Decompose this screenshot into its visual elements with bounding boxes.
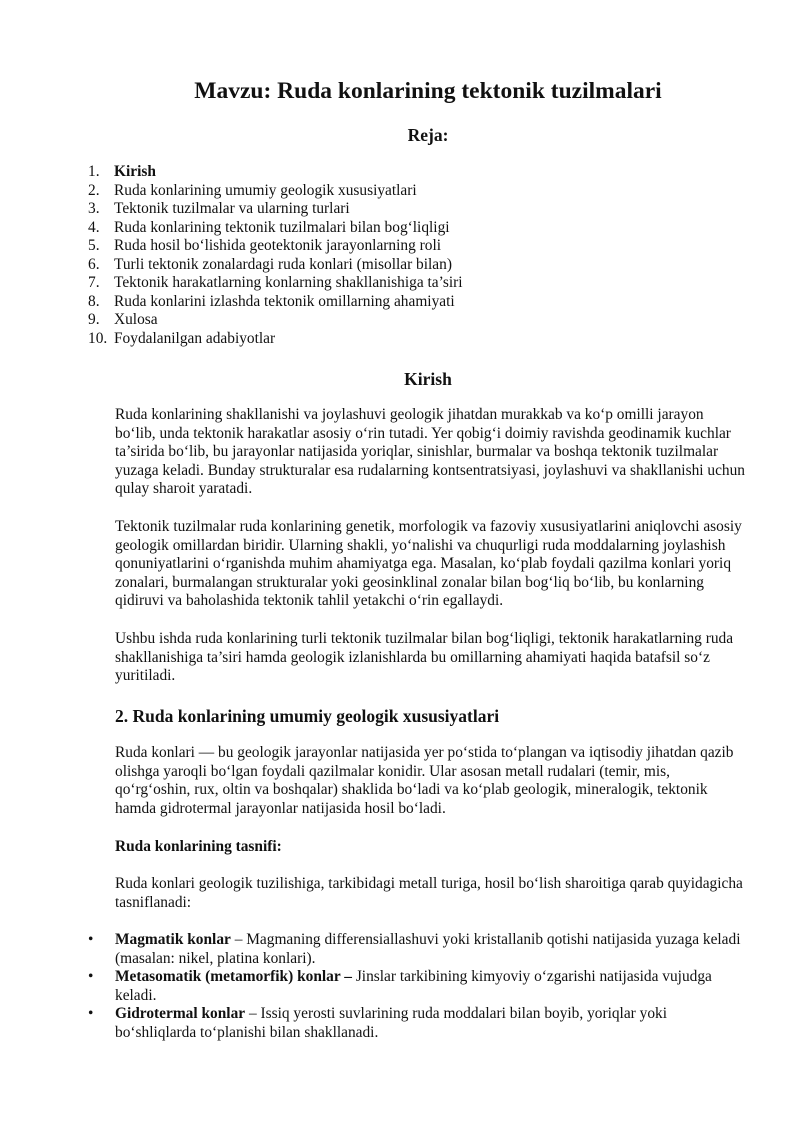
plan-item-number: 3. xyxy=(88,200,100,217)
plan-item-number: 9. xyxy=(88,311,100,328)
plan-item-number: 8. xyxy=(88,292,100,310)
plan-item-text: Kirish xyxy=(114,163,156,180)
plan-item-text: Tektonik harakatlarning konlarning shakllanishiga ta’siri xyxy=(114,274,463,291)
plan-item-number: 4. xyxy=(88,218,100,236)
classification-intro: Ruda konlari geologik tuzilishiga, tarkibidagi metall turiga, hosil bo‘lish sharoitiga qarab quyidagicha tasniflanadi: xyxy=(115,875,743,911)
list-item-text: Magmaning differensiallashuvi yoki kristallanib qotishi natijasida yuzaga keladi (masalan: nikel, platina konlari). xyxy=(115,931,741,967)
list-item xyxy=(88,968,748,1005)
list-item-separator: – xyxy=(230,931,247,948)
plan-list xyxy=(88,163,463,348)
plan-item-number: 7. xyxy=(88,274,100,291)
plan-item xyxy=(88,330,463,349)
classification-list xyxy=(88,931,748,1043)
plan-item xyxy=(88,182,463,201)
intro-paragraph: Tektonik tuzilmalar ruda konlarining genetik, morfologik va fazoviy xususiyatlarini aniqlovchi asosiy geologik omillardan biridir. Ularning shakli, yo‘nalishi va chuqurligi ruda moddalarning joylashish qonuniyatlarini o‘rganishda muhim ahamiyatga ega. Masalan, ko‘plab foydali qazilma konlari yoriq zonalari, burmalangan strukturalar yoki geosinklinal zonalar bilan bog‘liq bo‘lib, bu konlarning qidiruvi va baholashida tektonik tahlil yetakchi o‘rin egallaydi. xyxy=(115,518,742,610)
section2-heading: 2. Ruda konlarining umumiy geologik xususiyatlari xyxy=(115,706,500,726)
bullet-icon: • xyxy=(88,931,94,948)
list-item-separator: – xyxy=(245,1005,261,1023)
plan-item-text: Ruda konlarining tektonik tuzilmalari bilan bog‘liqligi xyxy=(114,218,450,236)
list-item-text: Issiq yerosti suvlarining ruda moddalari bilan boyib, yoriqlar yoki bo‘shliqlarda to‘planishi bilan shakllanadi. xyxy=(115,1005,667,1041)
plan-item-text: Foydalanilgan adabiyotlar xyxy=(114,329,276,347)
plan-item-number: 1. xyxy=(88,163,100,180)
list-item-term: Magmatik konlar xyxy=(115,931,231,948)
bullet-icon: • xyxy=(88,1005,94,1023)
list-item-text: Jinslar tarkibining kimyoviy o‘zgarishi natijasida vujudga keladi. xyxy=(115,968,712,1004)
plan-item xyxy=(88,200,463,219)
plan-item xyxy=(88,163,463,182)
plan-item-number: 6. xyxy=(88,255,100,273)
plan-item-number: 10. xyxy=(88,329,108,347)
classification-subheading: Ruda konlarining tasnifi: xyxy=(115,838,282,855)
plan-item-text: Ruda konlarining umumiy geologik xususiyatlari xyxy=(114,181,417,199)
plan-item xyxy=(88,274,463,293)
plan-item-text: Turli tektonik zonalardagi ruda konlari (misollar bilan) xyxy=(114,255,452,273)
plan-item-text: Ruda hosil bo‘lishida geotektonik jarayonlarning roli xyxy=(114,237,441,254)
plan-item xyxy=(88,237,463,256)
plan-item xyxy=(88,256,463,275)
plan-item xyxy=(88,311,463,330)
list-item-term: Metasomatik (metamorfik) konlar – xyxy=(115,968,352,986)
plan-item-text: Tektonik tuzilmalar va ularning turlari xyxy=(114,200,350,217)
intro-paragraph: Ushbu ishda ruda konlarining turli tektonik tuzilmalar bilan bog‘liqligi, tektonik harakatlarning ruda shakllanishiga ta’siri hamda geologik izlanishlarda bu omillarning ahamiyati haqida batafsil so‘z yuritiladi. xyxy=(115,630,734,685)
list-item xyxy=(88,931,748,968)
section2-paragraph: Ruda konlari — bu geologik jarayonlar natijasida yer po‘stida to‘plangan va iqtisodiy jihatdan qazib olishga yaroqli bo‘lgan foydali qazilmalar konidir. Ular asosan metall rudalari (temir, mis, qo‘rg‘oshin, rux, oltin va boshqalar) shaklida bo‘ladi va ko‘plab geologik, mineralogik, tektonik hamda gidrotermal jarayonlar natijasida hosil bo‘ladi. xyxy=(115,744,734,817)
plan-item-text: Xulosa xyxy=(114,311,158,328)
plan-item-text: Ruda konlarini izlashda tektonik omillarning ahamiyati xyxy=(114,292,455,310)
list-item xyxy=(88,1005,748,1042)
plan-heading: Reja: xyxy=(407,125,449,145)
intro-paragraph: Ruda konlarining shakllanishi va joylashuvi geologik jihatdan murakkab va ko‘p omilli jarayon bo‘lib, unda tektonik harakatlar asosiy o‘rin tutadi. Yer qobig‘i doimiy ravishda geodinamik kuchlar ta’sirida bo‘lib, bu jarayonlar natijasida yoriqlar, sinishlar, burmalar va boshqa tektonik tuzilmalar yuzaga keladi. Bunday strukturalar esa rudalarning kontsentratsiyasi, joylashuvi va shakllanishi uchun qulay sharoit yaratadi. xyxy=(115,406,746,498)
plan-item xyxy=(88,219,463,238)
intro-heading: Kirish xyxy=(404,369,452,389)
plan-item xyxy=(88,293,463,312)
list-item-term: Gidrotermal konlar xyxy=(115,1005,246,1023)
plan-item-number: 2. xyxy=(88,181,100,199)
document-title: Mavzu: Ruda konlarining tektonik tuzilmalari xyxy=(194,78,662,104)
plan-item-number: 5. xyxy=(88,237,100,254)
bullet-icon: • xyxy=(88,968,94,986)
